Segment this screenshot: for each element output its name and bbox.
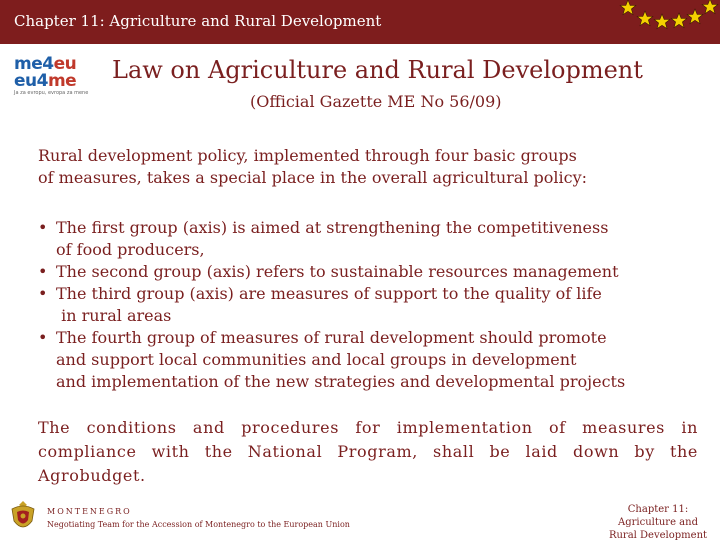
bullet-icon: • [38,328,48,347]
page-subtitle: (Official Gazette ME No 56/09) [250,92,502,111]
intro-line: of measures, takes a special place in the overall agricultural policy: [38,168,588,187]
header-bar [0,0,720,44]
footer-chapter-line: Chapter 11: [627,504,689,515]
footer-chapter-line: Rural Development [608,530,708,541]
page-title: Law on Agriculture and Rural Development [112,56,643,84]
measures-list [38,217,710,393]
list-item [38,261,710,283]
bullet-icon: • [38,262,48,281]
logo-me4: me4 [14,54,54,74]
list-item [38,283,710,327]
list-item-line: and implementation of the new strategies and developmental projects [56,372,626,391]
list-item-line: and support local communities and local groups in development [56,350,577,369]
list-item-line: The third group (axis) are measures of support to the quality of life [56,284,602,303]
closing-paragraph: The conditions and procedures for implementation of measures in compliance with the National Program, shall be laid down by the Agrobudget. [38,418,698,485]
logo-tagline: Ja za evropu, evropa za mene [14,90,89,96]
list-item-line: of food producers, [56,240,205,259]
me4eu-logo [14,56,106,100]
list-item-line: The second group (axis) refers to sustainable resources management [56,262,619,281]
list-item [38,327,710,393]
intro-paragraph [38,145,698,189]
bullet-icon: • [38,218,48,237]
logo-eu4: eu4 [14,71,48,91]
footer-chapter-line: Agriculture and [618,517,698,528]
footer-team: Negotiating Team for the Accession of Montenegro to the European Union [47,520,350,529]
intro-line: Rural development policy, implemented through four basic groups [38,146,577,165]
list-item [38,217,710,261]
logo-me: me [47,71,77,91]
coat-of-arms-icon [6,499,40,535]
chapter-title: Chapter 11: Agriculture and Rural Development [14,12,382,30]
logo-eu: eu [53,54,77,74]
list-item-line: The first group (axis) is aimed at strengthening the competitiveness [56,218,609,237]
footer-chapter [598,503,718,542]
footer-country: MONTENEGRO [47,507,132,516]
list-item-line: in rural areas [56,306,172,325]
bullet-icon: • [38,284,48,303]
list-item-line: The fourth group of measures of rural development should promote [56,328,607,347]
